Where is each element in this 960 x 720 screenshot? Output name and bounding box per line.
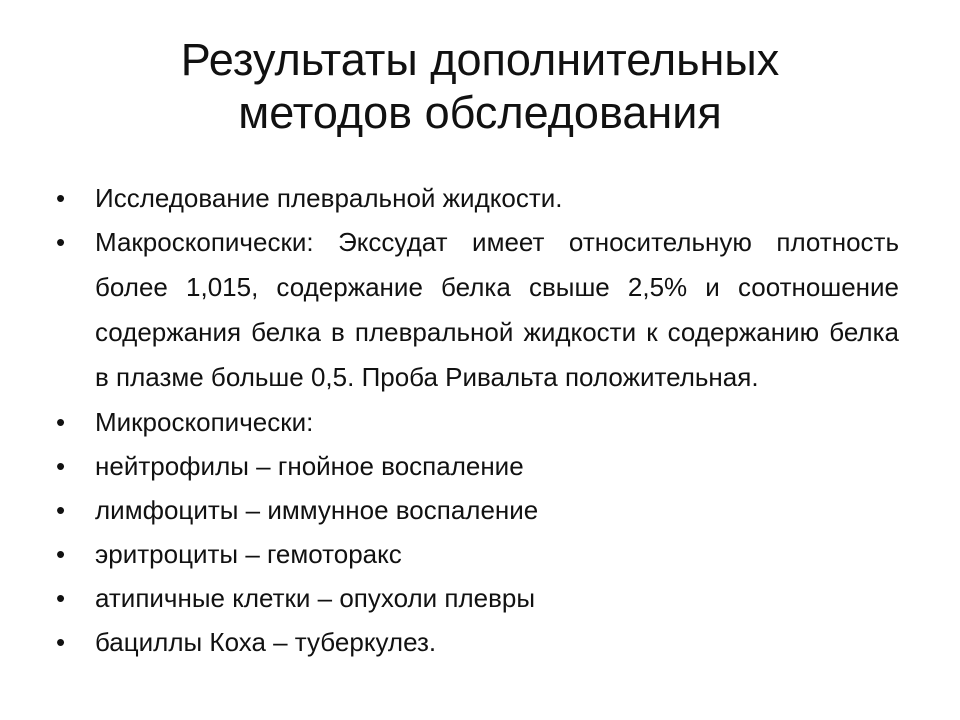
bullet-dot-icon: •: [56, 183, 66, 213]
bullet-item-koch-bacilli: [0, 620, 960, 664]
bullet-text: Микроскопически:: [95, 407, 314, 437]
bullet-dot-icon: •: [56, 407, 66, 437]
slide-title: [0, 33, 960, 139]
slide-title-line-1: Результаты дополнительных: [180, 34, 780, 85]
bullet-dot-icon: •: [56, 227, 66, 257]
bullet-text: бациллы Коха – туберкулез.: [95, 627, 437, 657]
bullet-dot-icon: •: [56, 539, 66, 569]
bullet-item-microscopic: [0, 400, 960, 444]
bullet-list: [0, 176, 960, 664]
bullet-item-neutrophils: [0, 444, 960, 488]
bullet-text: лимфоциты – иммунное воспаление: [95, 495, 539, 525]
bullet-dot-icon: •: [56, 583, 66, 613]
bullet-text: Макроскопически: Экссудат имеет относительную плотность более 1,015, содержание белка свыше 2,5% и соотношение содержания белка в плевральной жидкости к содержанию белка в плазме больше 0,5. Проба Ривальта положительная.: [95, 227, 899, 392]
bullet-item-macroscopic: [0, 220, 960, 400]
bullet-text: Исследование плевральной жидкости.: [95, 183, 563, 213]
bullet-item-pleural-fluid: [0, 176, 960, 220]
bullet-text: атипичные клетки – опухоли плевры: [95, 583, 536, 613]
bullet-item-atypical-cells: [0, 576, 960, 620]
bullet-dot-icon: •: [56, 451, 66, 481]
bullet-dot-icon: •: [56, 495, 66, 525]
bullet-text: эритроциты – гемоторакс: [95, 539, 402, 569]
bullet-item-erythrocytes: [0, 532, 960, 576]
bullet-dot-icon: •: [56, 627, 66, 657]
bullet-item-lymphocytes: [0, 488, 960, 532]
bullet-text: нейтрофилы – гнойное воспаление: [95, 451, 524, 481]
slide-title-line-2: методов обследования: [238, 87, 722, 138]
